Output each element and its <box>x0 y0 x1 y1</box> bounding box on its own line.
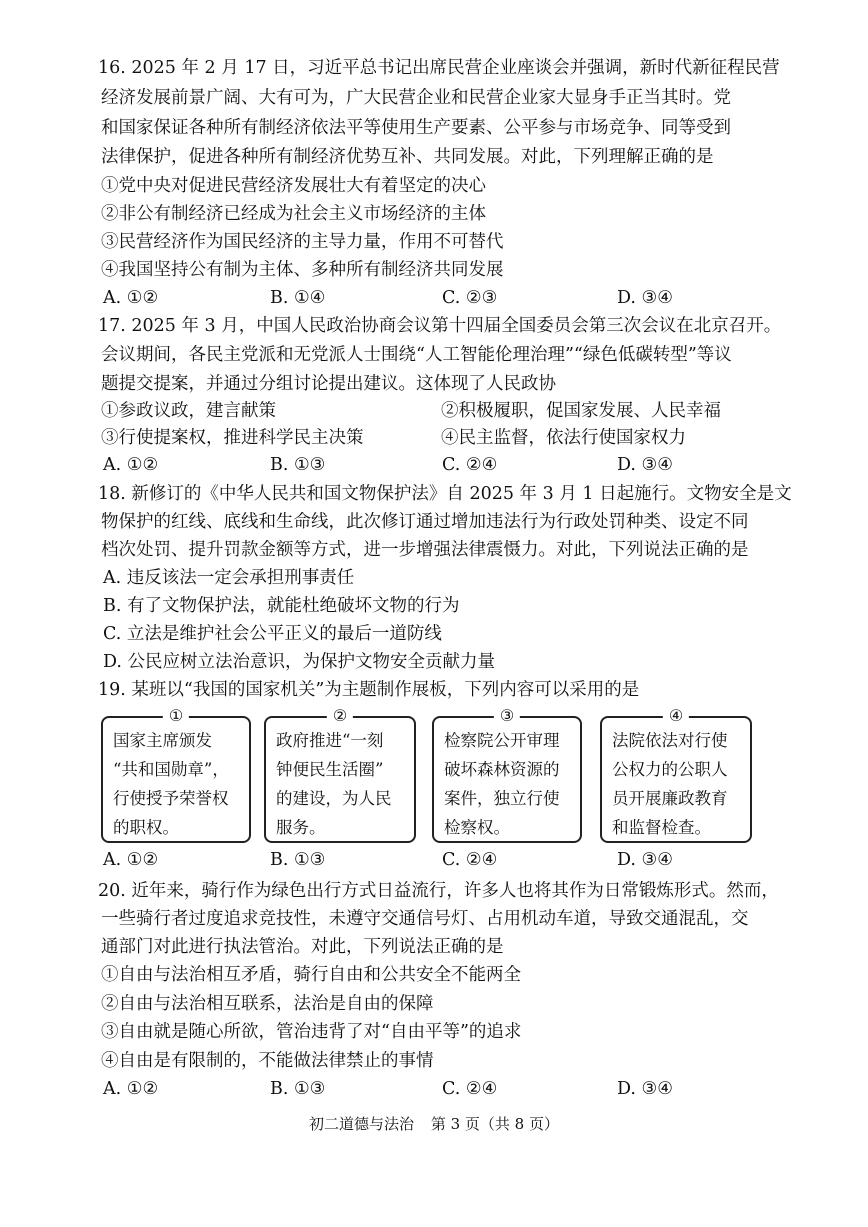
board-card-text-line: 的建设，为人民 <box>276 789 392 808</box>
board-card-text-line: 检察院公开审理 <box>444 731 560 750</box>
q18-choice-a: A. 违反该法一定会承担刑事责任 <box>103 568 355 588</box>
board-card-number: ① <box>163 705 189 727</box>
q17-choice-d: D. ③④ <box>617 455 673 475</box>
q20-item-2: ②自由与法治相互联系，法治是自由的保障 <box>101 994 434 1014</box>
q18-choice-b: B. 有了文物保护法，就能杜绝破坏文物的行为 <box>103 596 460 616</box>
q19-stem: 19. 某班以“我国的国家机关”为主题制作展板，下列内容可以采用的是 <box>98 680 640 700</box>
q17-stem-line-1: 17. 2025 年 3 月，中国人民政治协商会议第十四届全国委员会第三次会议在北京召开。 <box>98 316 782 336</box>
q16-choice-b: B. ①④ <box>270 288 326 308</box>
q16-item-4: ④我国坚持公有制为主体、多种所有制经济共同发展 <box>101 260 504 280</box>
q18-choice-c: C. 立法是维护社会公平正义的最后一道防线 <box>103 624 442 644</box>
q17-stem-line-3: 题提交提案，并通过分组讨论提出建议。这体现了人民政协 <box>101 374 556 394</box>
q17-choice-a: A. ①② <box>103 455 159 475</box>
q16-choice-a: A. ①② <box>103 288 159 308</box>
q16-item-1: ①党中央对促进民营经济发展壮大有着坚定的决心 <box>101 176 486 196</box>
board-card-2 <box>264 706 416 843</box>
q16-item-3: ③民营经济作为国民经济的主导力量，作用不可替代 <box>101 232 504 252</box>
q19-choice-c: C. ②④ <box>442 850 498 870</box>
board-card-text-line: “共和国勋章”， <box>113 760 229 779</box>
q17-choice-c: C. ②④ <box>442 455 498 475</box>
board-card-text-line: 案件，独立行使 <box>444 789 560 808</box>
q16-choice-c: C. ②③ <box>442 288 498 308</box>
q16-stem-line-2: 经济发展前景广阔、大有可为，广大民营企业和民营企业家大显身手正当其时。党 <box>101 88 731 108</box>
board-card-text-line: 的职权。 <box>113 818 179 837</box>
q20-stem-line-3: 通部门对此进行执法管治。对此，下列说法正确的是 <box>101 937 504 957</box>
q16-choice-d: D. ③④ <box>617 288 673 308</box>
q18-stem-line-1: 18. 新修订的《中华人民共和国文物保护法》自 2025 年 3 月 1 日起施行。文物安全是文 <box>98 484 792 504</box>
q20-choice-b: B. ①③ <box>270 1079 326 1099</box>
q20-item-1: ①自由与法治相互矛盾，骑行自由和公共安全不能两全 <box>101 965 521 985</box>
board-card-text-line: 国家主席颁发 <box>113 731 212 750</box>
page-footer <box>0 1112 868 1136</box>
board-card-text-line: 和监督检查。 <box>612 818 711 837</box>
q18-stem-line-2: 物保护的红线、底线和生命线，此次修订通过增加违法行为行政处罚种类、设定不同 <box>101 512 749 532</box>
board-card-text-line: 政府推进“一刻 <box>276 731 384 750</box>
q18-choice-d: D. 公民应树立法治意识，为保护文物安全贡献力量 <box>103 652 496 672</box>
q17-item-3: ③行使提案权，推进科学民主决策 <box>101 428 364 448</box>
board-card-number: ② <box>327 705 353 727</box>
board-card-number: ③ <box>494 705 520 727</box>
board-card-text-line: 破坏森林资源的 <box>444 760 560 779</box>
q17-stem-line-2: 会议期间，各民主党派和无党派人士围绕“人工智能伦理治理”“绿色低碳转型”等议 <box>101 345 732 365</box>
q19-choice-b: B. ①③ <box>270 850 326 870</box>
q16-stem-line-1: 16. 2025 年 2 月 17 日，习近平总书记出席民营企业座谈会并强调，新时代新征程民营 <box>98 58 780 78</box>
q18-stem-line-3: 档次处罚、提升罚款金额等方式，进一步增强法律震慑力。对此，下列说法正确的是 <box>101 540 749 560</box>
board-card-text-line: 检察权。 <box>444 818 510 837</box>
q17-item-1: ①参政议政，建言献策 <box>101 401 276 421</box>
board-card-text-line: 法院依法对行使 <box>612 731 728 750</box>
q20-choice-c: C. ②④ <box>442 1079 498 1099</box>
q17-item-4: ④民主监督，依法行使国家权力 <box>441 428 686 448</box>
q17-item-2: ②积极履职，促国家发展、人民幸福 <box>441 401 721 421</box>
footer-page-number: 第 3 页（共 8 页） <box>430 1115 559 1133</box>
q16-stem-line-4: 法律保护，促进各种所有制经济优势互补、共同发展。对此，下列理解正确的是 <box>101 147 714 167</box>
board-card-text-line: 行使授予荣誉权 <box>113 789 229 808</box>
board-card-4 <box>600 706 752 843</box>
q16-stem-line-3: 和国家保证各种所有制经济依法平等使用生产要素、公平参与市场竞争、同等受到 <box>101 118 731 138</box>
board-card-number: ④ <box>663 705 689 727</box>
board-card-text-line: 钟便民生活圈” <box>276 760 384 779</box>
q20-stem-line-1: 20. 近年来，骑行作为绿色出行方式日益流行，许多人也将其作为日常锻炼形式。然而， <box>98 881 779 901</box>
q20-stem-line-2: 一些骑行者过度追求竞技性，未遵守交通信号灯、占用机动车道，导致交通混乱，交 <box>101 909 749 929</box>
q20-item-4: ④自由是有限制的，不能做法律禁止的事情 <box>101 1051 434 1071</box>
footer-subject: 初二道德与法治 <box>309 1115 415 1133</box>
q20-choice-a: A. ①② <box>103 1079 159 1099</box>
q19-choice-a: A. ①② <box>103 850 159 870</box>
q20-choice-d: D. ③④ <box>617 1079 673 1099</box>
q19-choice-d: D. ③④ <box>617 850 673 870</box>
q16-item-2: ②非公有制经济已经成为社会主义市场经济的主体 <box>101 204 486 224</box>
board-card-3 <box>432 706 582 843</box>
q20-item-3: ③自由就是随心所欲，管治违背了对“自由平等”的追求 <box>101 1022 522 1042</box>
board-card-text-line: 员开展廉政教育 <box>612 789 728 808</box>
board-card-1 <box>101 706 251 843</box>
q17-choice-b: B. ①③ <box>270 455 326 475</box>
board-card-text-line: 服务。 <box>276 818 326 837</box>
board-card-text-line: 公权力的公职人 <box>612 760 728 779</box>
